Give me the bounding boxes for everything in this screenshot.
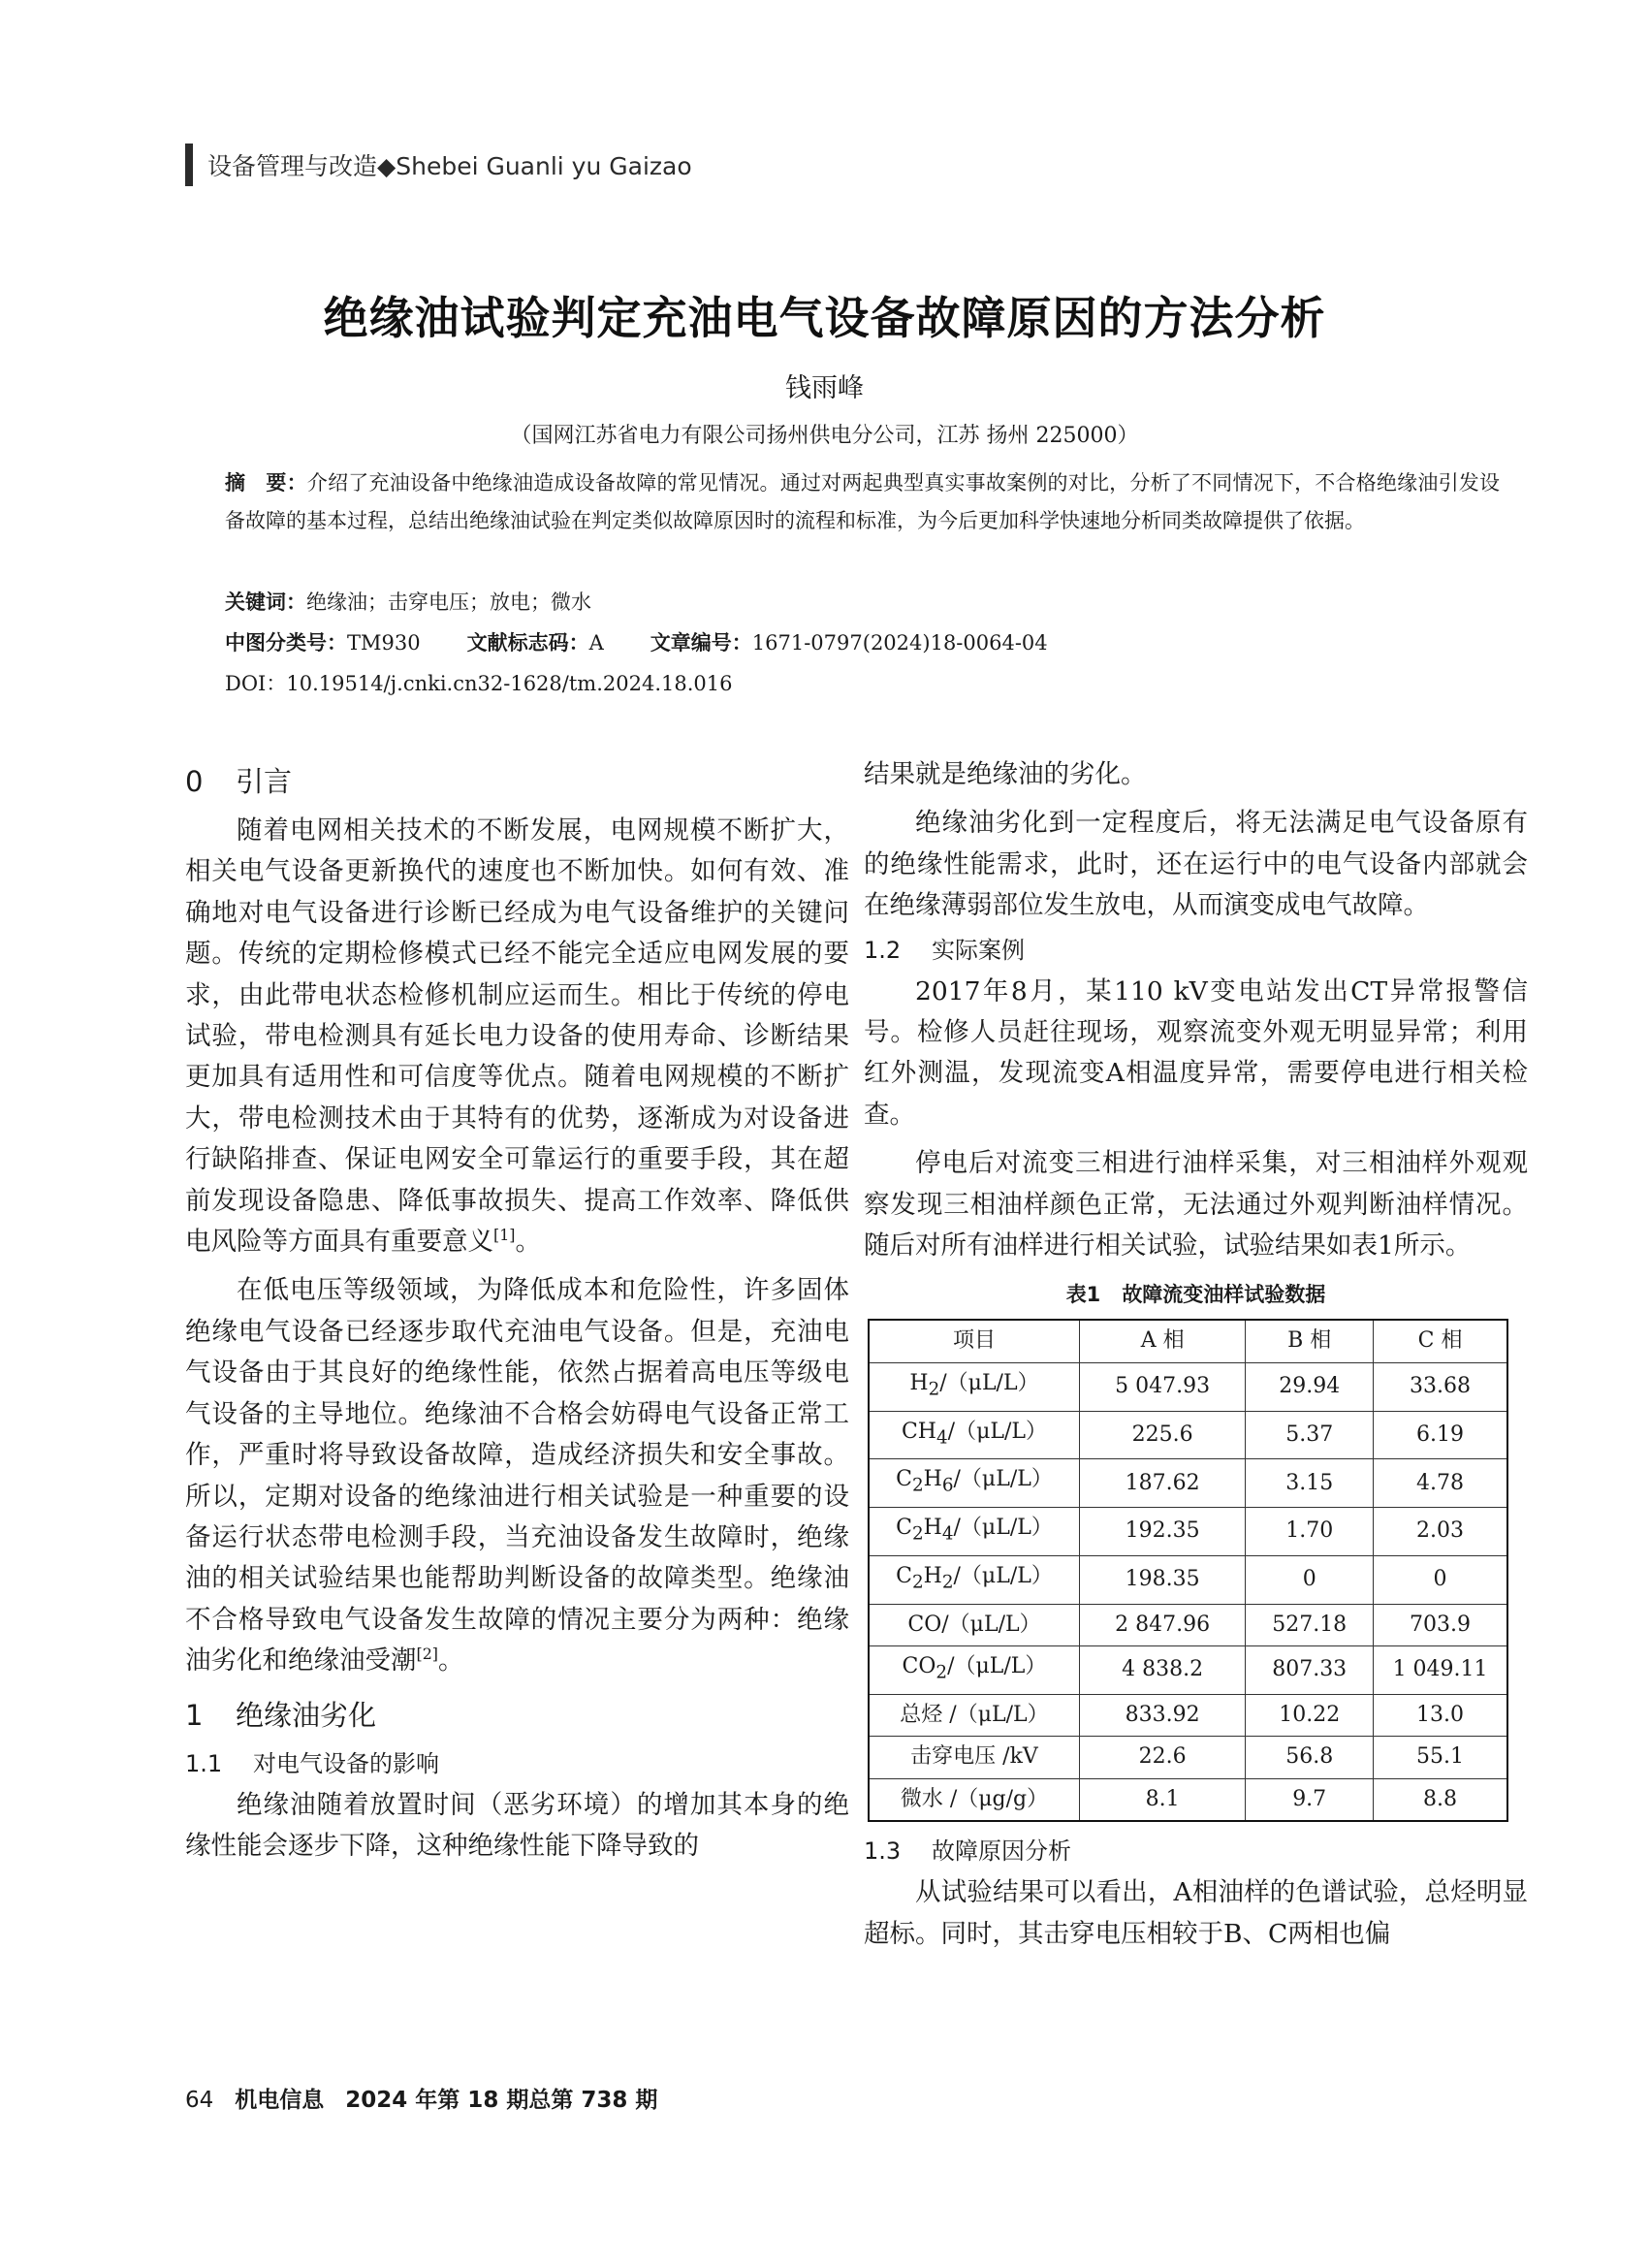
table-row [869,1411,1507,1459]
abstract [225,464,1500,540]
table-header-row [869,1320,1507,1362]
column-header: 项目 [869,1320,1079,1362]
page-footer [185,2082,657,2114]
table-row [869,1695,1507,1737]
subscript: 2 [911,1475,924,1496]
affiliation: （国网江苏省电力有限公司扬州供电分公司，江苏 扬州 225000） [510,424,1139,448]
table-caption [864,1280,1528,1309]
paragraph: 结果就是绝缘油的劣化。 [864,759,1147,789]
citation: [1] [493,1226,516,1245]
subscript: 2 [928,1379,940,1400]
value-cell-b: 807.33 [1246,1646,1374,1695]
value-cell-c: 13.0 [1374,1695,1507,1737]
value-cell-c: 703.9 [1374,1604,1507,1645]
value-cell-c: 6.19 [1374,1411,1507,1459]
table-row [869,1646,1507,1695]
column-header: A 相 [1079,1320,1245,1362]
value-cell-b: 9.7 [1246,1778,1374,1821]
item-cell [869,1556,1079,1605]
item-text: 微水 [900,1786,943,1811]
section-number: 1 [185,1698,204,1732]
table-number: 表1 [1065,1283,1101,1307]
item-text: /kV [996,1744,1038,1770]
table-row [869,1556,1507,1605]
section-number: 1.1 [185,1749,223,1777]
paragraph-text: 在低电压等级领域，为降低成本和危险性，许多固体绝缘电气设备已经逐步取代充油电气设备。但是，充油电气设备由于其良好的绝缘性能，依然占据着高电压等级电气设备的主导地位。绝缘油不合格会妨碍电气设备正常工作，严重时将导致设备故障，造成经济损失和安全事故。所以，定期对设备的绝缘油进行相关试验是一种重要的设备运行状态带电检测手段，当充油设备发生故障时，绝缘油的相关试验结果也能帮助判断设备的故障类型。绝缘油不合格导致电气设备发生故障的情况主要分为两种：绝缘油劣化和绝缘油受潮 [185,1275,849,1677]
item-text: CO [907,1612,942,1637]
item-text: H [923,1516,942,1541]
clc-label: 中图分类号： [225,631,347,655]
section-0-heading [185,760,849,803]
paragraph: 2017年8月，某110 kV变电站发出CT异常报警信号。检修人员赶往现场，观察流变外观无明显异常；利用红外测温，发现流变A相温度异常，需要停电进行相关检查。 [864,975,1528,1130]
doi-value: 10.19514/j.cnki.cn32-1628/tm.2024.18.016 [286,672,733,695]
punct: 。 [515,1227,542,1258]
item-cell [869,1362,1079,1411]
value-cell-c: 4.78 [1374,1459,1507,1508]
item-cell [869,1604,1079,1645]
value-cell-c: 0 [1374,1556,1507,1605]
item-text: CH [901,1419,936,1444]
value-cell-a: 22.6 [1079,1737,1245,1778]
author: 钱雨峰 [785,373,864,403]
clc-value: TM930 [347,631,421,655]
article-title: 绝缘油试验判定充油电气设备故障原因的方法分析 [323,292,1326,344]
item-text: C [896,1516,912,1541]
item-text: H [923,1467,942,1492]
table-row [869,1508,1507,1556]
section-1-2-heading [864,931,1528,970]
value-cell-b: 3.15 [1246,1459,1374,1508]
header-bar [185,144,193,186]
doi-label: DOI： [225,672,287,695]
value-cell-a: 833.92 [1079,1695,1245,1737]
paragraph: 绝缘油随着放置时间（恶劣环境）的增加其本身的绝缘性能会逐步下降，这种绝缘性能下降导致的 [185,1789,849,1861]
item-cell [869,1646,1079,1695]
value-cell-b: 10.22 [1246,1695,1374,1737]
citation: [2] [416,1645,439,1664]
subscript: 2 [911,1523,924,1545]
section-1-1-heading [185,1744,849,1783]
keywords-text: 绝缘油；击穿电压；放电；微水 [306,591,591,614]
doc-code-label: 文献标志码： [466,631,589,655]
value-cell-b: 5.37 [1246,1411,1374,1459]
page-number: 64 [185,2088,214,2113]
subscript: 4 [941,1523,954,1545]
item-text: /（μL/L） [947,1654,1047,1679]
value-cell-c: 33.68 [1374,1362,1507,1411]
item-text: /（μL/L） [953,1467,1053,1492]
paragraph [185,1270,849,1681]
item-text: /（μL/L） [939,1370,1039,1395]
item-text: C [896,1564,912,1589]
subscript: 6 [941,1475,954,1496]
journal-name: 机电信息 [235,2088,325,2113]
paragraph: 绝缘油劣化到一定程度后，将无法满足电气设备原有的绝缘性能需求，此时，还在运行中的电气设备内部就会在绝缘薄弱部位发生放电，从而演变成电气故障。 [864,808,1528,921]
item-cell [869,1411,1079,1459]
section-title: 绝缘油劣化 [236,1698,377,1732]
value-cell-a: 5 047.93 [1079,1362,1245,1411]
column-header: B 相 [1246,1320,1374,1362]
value-cell-a: 187.62 [1079,1459,1245,1508]
paragraph-text: 随着电网相关技术的不断发展，电网规模不断扩大，相关电气设备更新换代的速度也不断加快。如何有效、准确地对电气设备进行诊断已经成为电气设备维护的关键问题。传统的定期检修模式已经不能完全适应电网发展的要求，由此带电状态检修机制应运而生。相比于传统的停电试验，带电检测具有延长电力设备的使用寿命、诊断结果更加具有适用性和可信度等优点。随着电网规模的不断扩大，带电检测技术由于其特有的优势，逐渐成为对设备进行缺陷排查、保证电网安全可靠运行的重要手段，其在超前发现设备隐患、降低事故损失、提高工作效率、降低供电风险等方面具有重要意义 [185,815,849,1258]
table-row [869,1362,1507,1411]
item-text: H [909,1370,929,1395]
doi-line [225,665,1500,703]
value-cell-c: 1 049.11 [1374,1646,1507,1695]
value-cell-a: 225.6 [1079,1411,1245,1459]
issue-info: 2024 年第 18 期总第 738 期 [345,2088,658,2113]
article-no-value: 1671-0797(2024)18-0064-04 [751,631,1048,655]
value-cell-b: 29.94 [1246,1362,1374,1411]
punct: 。 [438,1645,464,1677]
value-cell-a: 8.1 [1079,1778,1245,1821]
abstract-label: 摘 要： [225,471,307,495]
paragraph: 从试验结果可以看出，A相油样的色谱试验，总烃明显超标。同时，其击穿电压相较于B、C两相也偏 [864,1877,1528,1949]
section-1-3-heading [864,1832,1528,1870]
subscript: 4 [935,1427,948,1449]
paragraph [185,811,849,1262]
item-cell [869,1508,1079,1556]
column-header: C 相 [1374,1320,1507,1362]
value-cell-c: 8.8 [1374,1778,1507,1821]
item-text: /（μL/L） [953,1564,1053,1589]
abstract-text: 介绍了充油设备中绝缘油造成设备故障的常见情况。通过对两起典型真实事故案例的对比，分析了不同情况下，不合格绝缘油引发设备故障的基本过程，总结出绝缘油试验在判定类似故障原因时的流程和标准，为今后更加科学快速地分析同类故障提供了依据。 [225,471,1501,532]
item-cell [869,1459,1079,1508]
table-row [869,1459,1507,1508]
subscript: 2 [941,1572,954,1593]
table-row [869,1737,1507,1778]
section-number: 0 [185,765,204,798]
keywords-label: 关键词： [225,591,306,614]
value-cell-b: 0 [1246,1556,1374,1605]
table-row [869,1604,1507,1645]
item-text: /（μL/L） [942,1703,1049,1728]
item-text: CO [902,1654,936,1679]
item-text: /（μL/L） [947,1419,1047,1444]
value-cell-b: 1.70 [1246,1508,1374,1556]
item-text: 总烃 [900,1703,943,1728]
article-no-label: 文章编号： [650,631,752,655]
table-row [869,1778,1507,1821]
value-cell-c: 2.03 [1374,1508,1507,1556]
item-cell [869,1737,1079,1778]
value-cell-c: 55.1 [1374,1737,1507,1778]
classification-line [225,624,1500,662]
value-cell-a: 2 847.96 [1079,1604,1245,1645]
table-title: 故障流变油样试验数据 [1122,1283,1326,1307]
item-text: H [923,1564,942,1589]
section-title: 故障原因分析 [932,1837,1071,1866]
keywords [225,584,1500,622]
item-cell [869,1695,1079,1737]
subscript: 2 [935,1662,948,1683]
item-cell [869,1778,1079,1821]
item-text: /（μg/g） [942,1786,1049,1811]
subscript: 2 [911,1572,924,1593]
section-number: 1.2 [864,936,902,964]
value-cell-a: 4 838.2 [1079,1646,1245,1695]
running-header: 设备管理与改造◆Shebei Guanli yu Gaizao [207,152,692,180]
section-1-heading [185,1694,849,1737]
section-number: 1.3 [864,1837,902,1866]
section-title: 引言 [236,765,293,798]
section-title: 对电气设备的影响 [253,1749,439,1777]
value-cell-b: 56.8 [1246,1737,1374,1778]
section-title: 实际案例 [932,936,1025,964]
oil-test-table [868,1319,1508,1822]
item-text: 击穿电压 [910,1744,997,1770]
left-column [185,754,849,1867]
item-text: /（μL/L） [953,1516,1053,1541]
paragraph: 停电后对流变三相进行油样采集，对三相油样外观观察发现三相油样颜色正常，无法通过外观判断油样情况。随后对所有油样进行相关试验，试验结果如表1所示。 [864,1148,1528,1262]
item-text: C [896,1467,912,1492]
value-cell-b: 527.18 [1246,1604,1374,1645]
doc-code-value: A [588,631,604,655]
right-column [864,754,1528,1955]
value-cell-a: 198.35 [1079,1556,1245,1605]
value-cell-a: 192.35 [1079,1508,1245,1556]
item-text: /（μL/L） [941,1612,1041,1637]
